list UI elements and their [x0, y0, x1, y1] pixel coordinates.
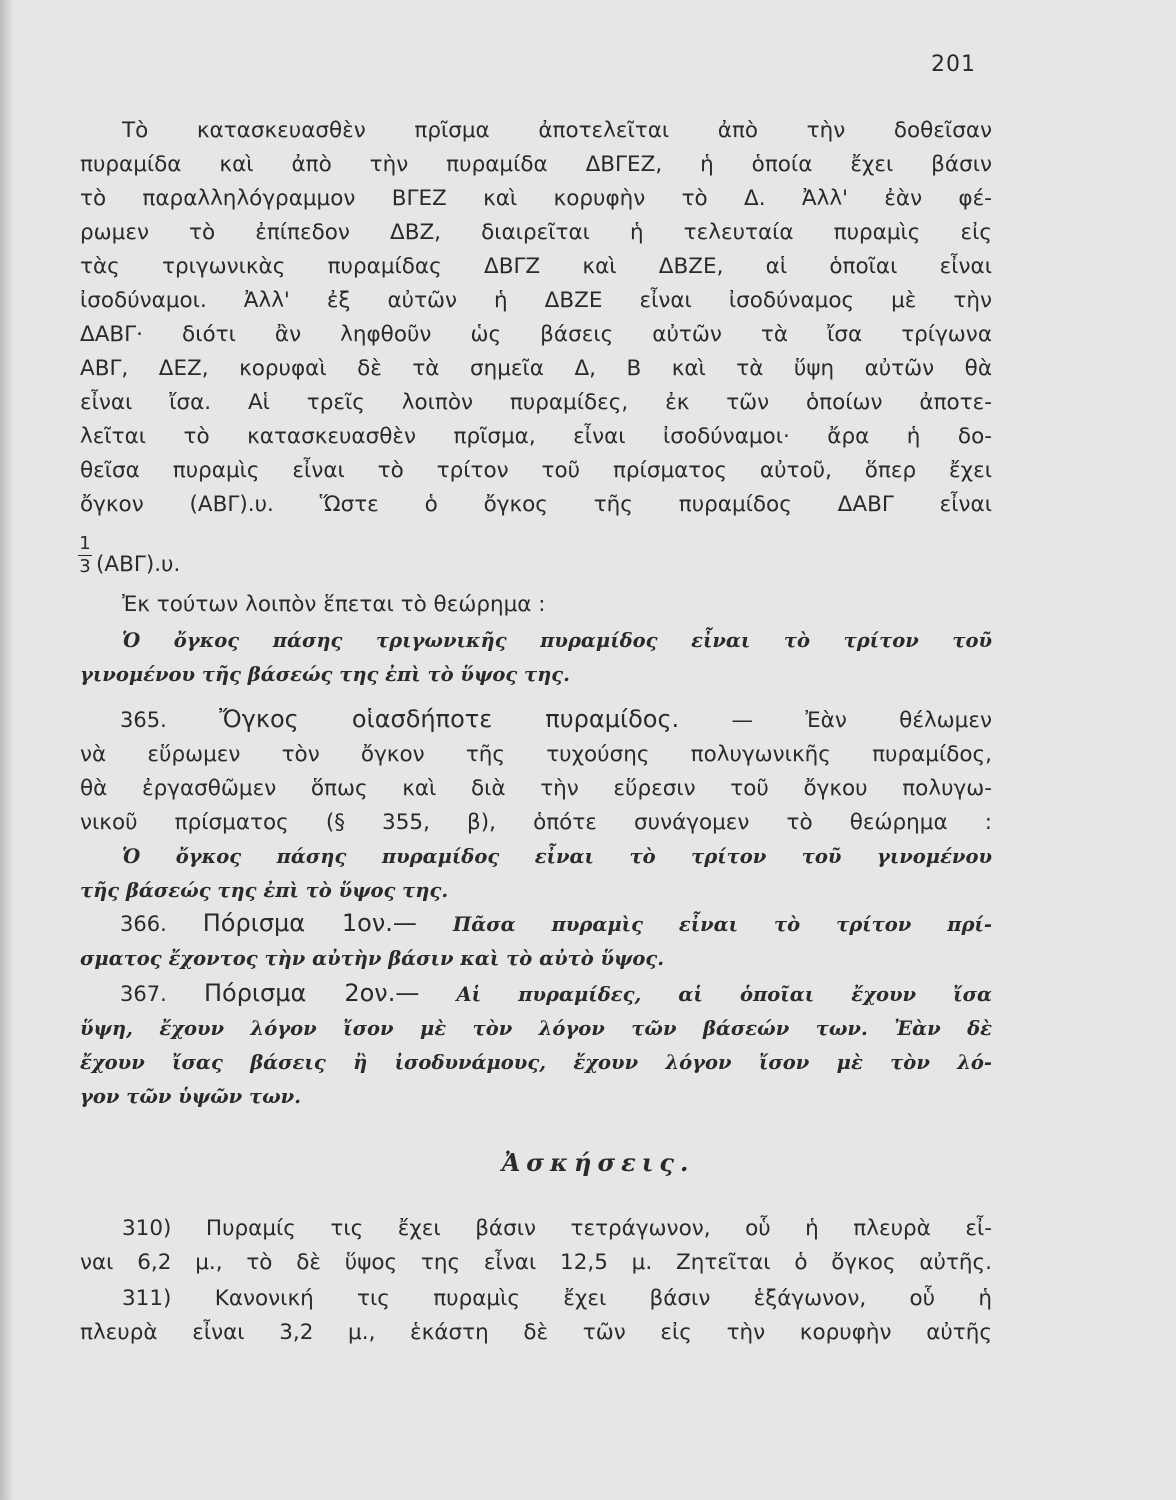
text-line: τὸ παραλληλόγραμμον ΒΓΕΖ καὶ κορυφὴν τὸ Δ. Ἀλλ' ἐὰν φέ- [80, 186, 992, 211]
theorem-text: τῆς βάσεώς της ἐπὶ τὸ ὕψος της. [80, 879, 449, 902]
corollary-text: γον τῶν ὑψῶν των. [80, 1085, 301, 1108]
text-line: ΔΑΒΓ· διότι ἂν ληφθοῦν ὡς βάσεις αὐτῶν τὰ ἴσα τρίγωνα [80, 322, 992, 347]
section-366-first-line [120, 908, 992, 940]
exercise-310: ναι 6,2 μ., τὸ δὲ ὕψος της εἶναι 12,5 μ. Ζητεῖται ὁ ὄγκος αὐτῆς. [80, 1250, 992, 1275]
text-line: Τὸ κατασκευασθὲν πρῖσμα ἀποτελεῖται ἀπὸ τὴν δοθεῖσαν [122, 118, 992, 143]
fraction-numerator: 1 [79, 533, 91, 554]
exercise-311: 311) Κανονική τις πυραμὶς ἔχει βάσιν ἑξάγωνον, οὗ ἡ [122, 1286, 992, 1311]
theorem-text: γινομένου τῆς βάσεώς της ἐπὶ τὸ ὕψος της. [80, 663, 570, 686]
text-line: ρωμεν τὸ ἐπίπεδον ΔΒΖ, διαιρεῖται ἡ τελευταία πυραμὶς εἰς [80, 220, 992, 245]
theorem-intro: Ἐκ τούτων λοιπὸν ἕπεται τὸ θεώρημα : [122, 592, 546, 617]
corollary-text: ἔχουν ἴσας βάσεις ἢ ἰσοδυνάμους, ἔχουν λόγον ἴσον μὲ τὸν λό- [80, 1051, 992, 1074]
text-line: ΑΒΓ, ΔΕΖ, κορυφαὶ δὲ τὰ σημεῖα Δ, Β καὶ τὰ ὕψη αὐτῶν θὰ [80, 356, 992, 381]
text-line: ὄγκον (ΑΒΓ).υ. Ὥστε ὁ ὄγκος τῆς πυραμίδος ΔΑΒΓ εἶναι [80, 492, 992, 517]
theorem-text: Ὁ ὄγκος πάσης πυραμίδος εἶναι τὸ τρίτον τοῦ γινομένου [122, 845, 992, 868]
text-line: πυραμίδα καὶ ἀπὸ τὴν πυραμίδα ΔΒΓΕΖ, ἡ ὁποία ἔχει βάσιν [80, 152, 992, 177]
section-text: — Ἐὰν θέλωμεν [731, 708, 992, 733]
page-number: 201 [931, 52, 976, 77]
exercises-heading: Ἀσκήσεις. [501, 1148, 695, 1177]
theorem-text: Ὁ ὄγκος πάσης τριγωνικῆς πυραμίδος εἶναι τὸ τρίτον τοῦ [122, 629, 992, 652]
exercise-311: πλευρὰ εἶναι 3,2 μ., ἑκάστη δὲ τῶν εἰς τὴν κορυφὴν αὐτῆς [80, 1320, 992, 1345]
text-line: εἶναι ἴσα. Αἱ τρεῖς λοιπὸν πυραμίδες, ἐκ τῶν ὁποίων ἀποτε- [80, 390, 992, 415]
section-367-first-line [120, 978, 992, 1010]
text-line: λεῖται τὸ κατασκευασθὲν πρῖσμα, εἶναι ἰσοδύναμοι· ἄρα ἡ δο- [80, 424, 992, 449]
section-heading: Ὄγκος οἱασδήποτε πυραμίδος. [219, 705, 680, 733]
corollary-text: ὕψη, ἔχουν λόγον ἴσον μὲ τὸν λόγον τῶν βάσεών των. Ἐὰν δὲ [80, 1017, 992, 1040]
section-365-first-line [120, 704, 992, 736]
exercise-310: 310) Πυραμίς τις ἔχει βάσιν τετράγωνον, οὗ ἡ πλευρὰ εἶ- [122, 1216, 992, 1241]
section-number: 367. [120, 982, 167, 1006]
text-line: θὰ ἐργασθῶμεν ὅπως καὶ διὰ τὴν εὕρεσιν τοῦ ὄγκου πολυγω- [80, 776, 992, 801]
corollary-text: Αἱ πυραμίδες, αἱ ὁποῖαι ἔχουν ἴσα [456, 983, 992, 1006]
section-heading: Πόρισμα 1ον.— [202, 909, 417, 937]
section-number: 365. [120, 708, 167, 732]
text-line: ἰσοδύναμοι. Ἀλλ' ἐξ αὐτῶν ἡ ΔΒΖΕ εἶναι ἰσοδύναμος μὲ τὴν [80, 288, 992, 313]
text-line: νὰ εὕρωμεν τὸν ὄγκον τῆς τυχούσης πολυγωνικῆς πυραμίδος, [80, 742, 992, 767]
text-line: θεῖσα πυραμὶς εἶναι τὸ τρίτον τοῦ πρίσματος αὐτοῦ, ὅπερ ἔχει [80, 458, 992, 483]
fraction-denominator: 3 [79, 556, 91, 577]
corollary-text: Πᾶσα πυραμὶς εἶναι τὸ τρίτον πρί- [452, 913, 992, 936]
page-shadow-edge [0, 0, 14, 1500]
fraction-one-third [78, 535, 92, 576]
corollary-text: σματος ἔχοντος τὴν αὐτὴν βάσιν καὶ τὸ αὐτὸ ὕψος. [80, 947, 665, 970]
text-line: τὰς τριγωνικὰς πυραμίδας ΔΒΓΖ καὶ ΔΒΖΕ, αἱ ὁποῖαι εἶναι [80, 254, 992, 279]
section-heading: Πόρισμα 2ον.— [203, 979, 420, 1007]
section-number: 366. [120, 912, 167, 936]
fraction-expression: (ΑΒΓ).υ. [96, 552, 181, 577]
text-line: νικοῦ πρίσματος (§ 355, β), ὁπότε συνάγομεν τὸ θεώρημα : [80, 810, 992, 835]
